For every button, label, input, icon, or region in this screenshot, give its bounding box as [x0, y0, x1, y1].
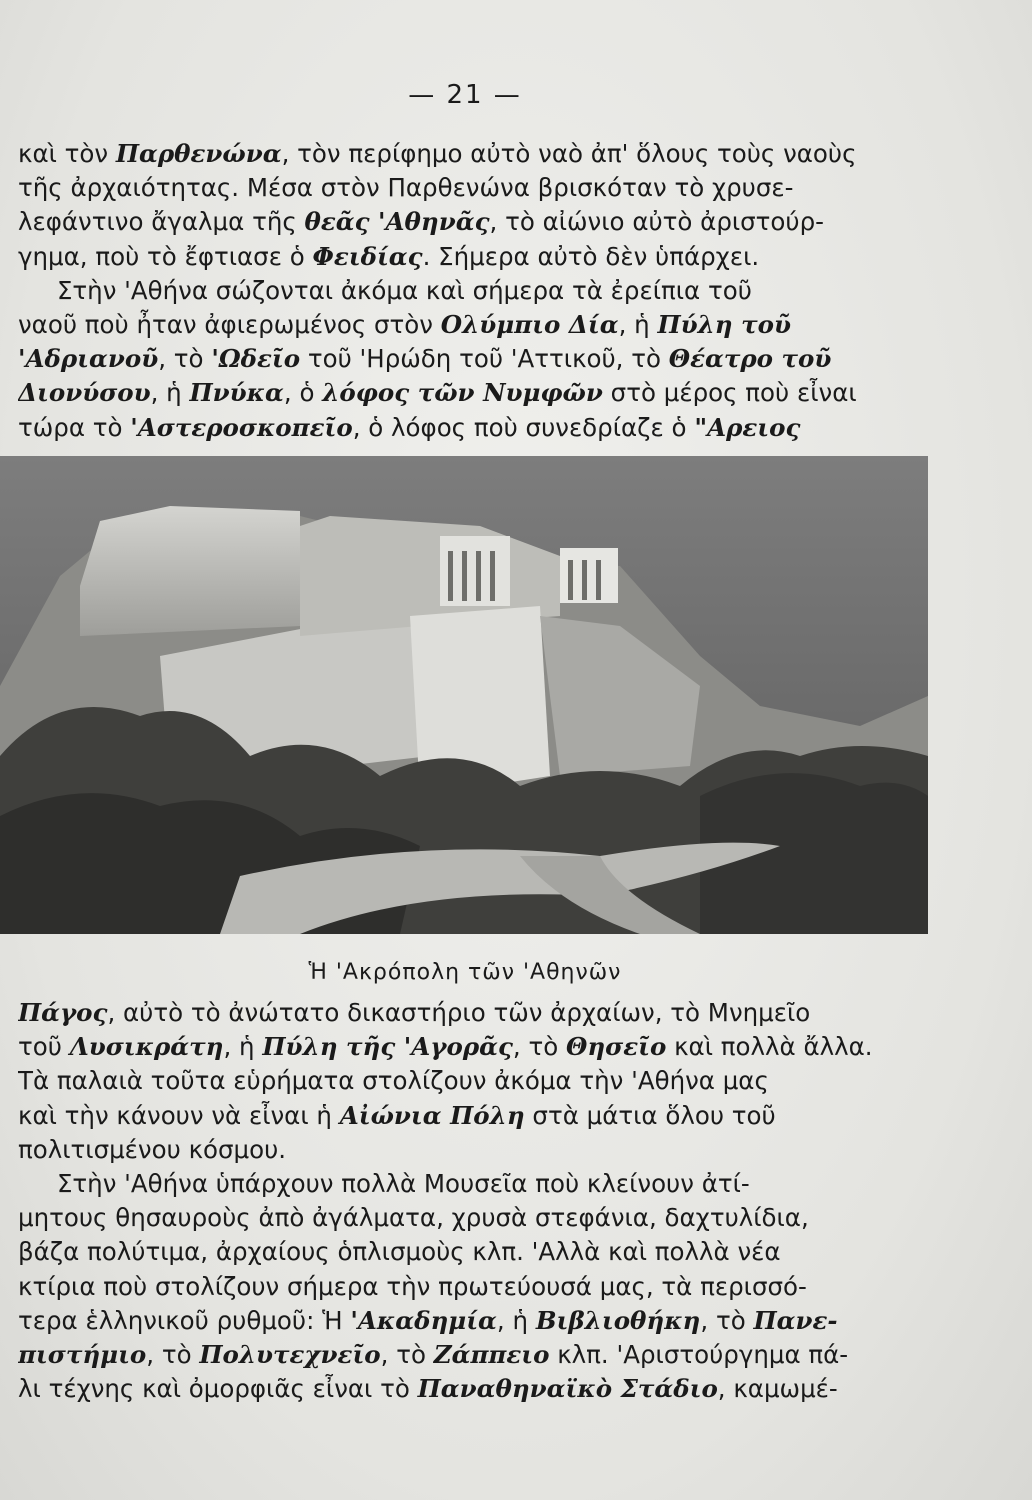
- text-line: [18, 1167, 898, 1201]
- emphasized-term: Λυσικράτη: [69, 1032, 224, 1062]
- text-run: . Σήμερα αὐτὸ δὲν ὑπάρχει.: [422, 241, 760, 271]
- bottom-paragraph: [18, 996, 898, 1406]
- emphasized-term: πιστήμιο: [18, 1340, 147, 1370]
- text-line: [18, 342, 898, 376]
- text-run: γημα, ποὺ τὸ ἔφτιασε ὁ: [18, 241, 313, 271]
- text-run: κλπ. 'Αριστούργημα πά-: [549, 1340, 849, 1370]
- text-line: [18, 274, 898, 308]
- emphasized-term: Παρθενώνα: [115, 139, 282, 168]
- text-run: στὸ μέρος ποὺ εἶναι: [602, 378, 857, 408]
- text-run: κτίρια ποὺ στολίζουν σήμερα τὴν πρωτεύουσά μας, τὰ περισσό-: [18, 1271, 807, 1301]
- photo-caption: Ἡ 'Ακρόπολη τῶν 'Αθηνῶν: [308, 960, 622, 985]
- emphasized-term: Παναθηναϊκὸ Στάδιο: [417, 1374, 718, 1404]
- text-line: [18, 376, 898, 410]
- text-line: [18, 205, 898, 239]
- emphasized-term: Ολύμπιο Δία: [440, 310, 619, 340]
- text-line: [18, 996, 898, 1030]
- top-paragraph: [18, 137, 898, 445]
- text-run: τώρα τὸ: [18, 412, 131, 442]
- emphasized-term: Θέατρο τοῦ: [668, 344, 832, 374]
- text-run: πολιτισμένου κόσμου.: [18, 1134, 287, 1164]
- text-run: λι τέχνης καὶ ὀμορφιᾶς εἶναι τὸ: [18, 1374, 418, 1404]
- emphasized-term: Θησεῖο: [566, 1032, 667, 1062]
- text-run: τερα ἑλληνικοῦ ρυθμοῦ: Ἡ: [18, 1305, 351, 1335]
- text-run: καὶ τὴν κάνουν νὰ εἶναι ἡ: [18, 1100, 340, 1130]
- text-line: [18, 308, 898, 342]
- text-run: , ἡ: [618, 310, 658, 340]
- text-line: [18, 1030, 898, 1064]
- page-number: — 21 —: [408, 80, 522, 110]
- text-line: [18, 1372, 898, 1406]
- text-run: , ὁ λόφος ποὺ συνεδρίαζε ὁ: [352, 412, 695, 442]
- emphasized-term: Ζάππειο: [433, 1340, 550, 1370]
- text-line: [18, 1304, 898, 1338]
- text-run: βάζα πολύτιμα, ἀρχαίους ὁπλισμοὺς κλπ. 'Αλλὰ καὶ πολλὰ νέα: [18, 1237, 781, 1267]
- text-run: τοῦ 'Ηρώδη τοῦ 'Αττικοῦ, τὸ: [300, 344, 669, 374]
- text-line: [18, 1235, 898, 1269]
- text-run: , καμωμέ-: [717, 1374, 838, 1404]
- emphasized-term: Πανε-: [753, 1305, 838, 1335]
- emphasized-term: Πνύκα: [189, 378, 284, 408]
- text-run: τοῦ: [18, 1032, 70, 1062]
- text-run: , ὁ: [283, 378, 323, 408]
- text-run: , τὸ αἰώνιο αὐτὸ ἀριστούρ-: [489, 207, 824, 237]
- emphasized-term: Διονύσου: [18, 378, 151, 408]
- emphasized-term: 'Ακαδημία: [350, 1305, 497, 1335]
- text-run: , τὸ: [700, 1305, 754, 1335]
- text-line: [18, 1064, 898, 1098]
- text-run: καὶ πολλὰ ἄλλα.: [666, 1032, 873, 1062]
- emphasized-term: θεᾶς 'Αθηνᾶς: [304, 207, 490, 237]
- text-run: , τὸ: [380, 1340, 434, 1370]
- text-line: [18, 1201, 898, 1235]
- text-run: τῆς ἀρχαιότητας. Μέσα στὸν Παρθενώνα βρισκόταν τὸ χρυσε-: [18, 173, 794, 203]
- text-line: [18, 411, 898, 445]
- text-run: Στὴν 'Αθήνα σώζονται ἀκόμα καὶ σήμερα τὰ ἐρείπια τοῦ: [18, 275, 752, 305]
- emphasized-term: Πύλη τοῦ: [657, 310, 791, 340]
- text-run: , ἡ: [496, 1305, 536, 1335]
- emphasized-term: 'Αστεροσκοπεῖο: [130, 412, 353, 442]
- text-run: , τὸ: [146, 1340, 200, 1370]
- emphasized-term: Φειδίας: [312, 241, 423, 271]
- text-line: [18, 1270, 898, 1304]
- text-line: [18, 1338, 898, 1372]
- emphasized-term: 'Αδριανοῦ: [18, 344, 159, 374]
- text-run: ναοῦ ποὺ ἦταν ἀφιερωμένος στὸν: [18, 310, 441, 340]
- text-line: [18, 1133, 898, 1167]
- emphasized-term: Πύλη τῆς 'Αγορᾶς: [262, 1032, 513, 1062]
- text-run: στὰ μάτια ὅλου τοῦ: [524, 1100, 776, 1130]
- emphasized-term: "Αρειος: [694, 412, 801, 442]
- text-run: , τὸ: [158, 344, 212, 374]
- text-run: Στὴν 'Αθήνα ὑπάρχουν πολλὰ Μουσεῖα ποὺ κλείνουν ἀτί-: [18, 1169, 750, 1199]
- text-run: , ἡ: [223, 1032, 263, 1062]
- emphasized-term: Βιβλιοθήκη: [535, 1305, 701, 1335]
- text-line: [18, 1099, 898, 1133]
- acropolis-photo: [0, 456, 928, 934]
- text-run: λεφάντινο ἄγαλμα τῆς: [18, 207, 305, 237]
- text-run: Τὰ παλαιὰ τοῦτα εὑρήματα στολίζουν ἀκόμα τὴν 'Αθήνα μας: [18, 1066, 769, 1096]
- text-run: , αὐτὸ τὸ ἀνώτατο δικαστήριο τῶν ἀρχαίων, τὸ Μνημεῖο: [107, 998, 811, 1027]
- emphasized-term: Πολυτεχνεῖο: [199, 1340, 381, 1370]
- text-run: , τὸ: [512, 1032, 566, 1062]
- text-line: [18, 137, 898, 171]
- text-line: [18, 171, 898, 205]
- emphasized-term: 'Ωδεῖο: [211, 344, 301, 374]
- emphasized-term: λόφος τῶν Νυμφῶν: [322, 378, 603, 408]
- text-line: [18, 240, 898, 274]
- text-run: , ἡ: [150, 378, 190, 408]
- emphasized-term: Πάγος: [18, 998, 108, 1027]
- emphasized-term: Αἰώνια Πόλη: [339, 1100, 525, 1130]
- text-run: μητους θησαυροὺς ἀπὸ ἀγάλματα, χρυσὰ στεφάνια, δαχτυλίδια,: [18, 1203, 809, 1233]
- text-run: , τὸν περίφημο αὐτὸ ναὸ ἀπ' ὅλους τοὺς ναοὺς: [281, 139, 857, 168]
- text-run: καὶ τὸν: [18, 139, 116, 168]
